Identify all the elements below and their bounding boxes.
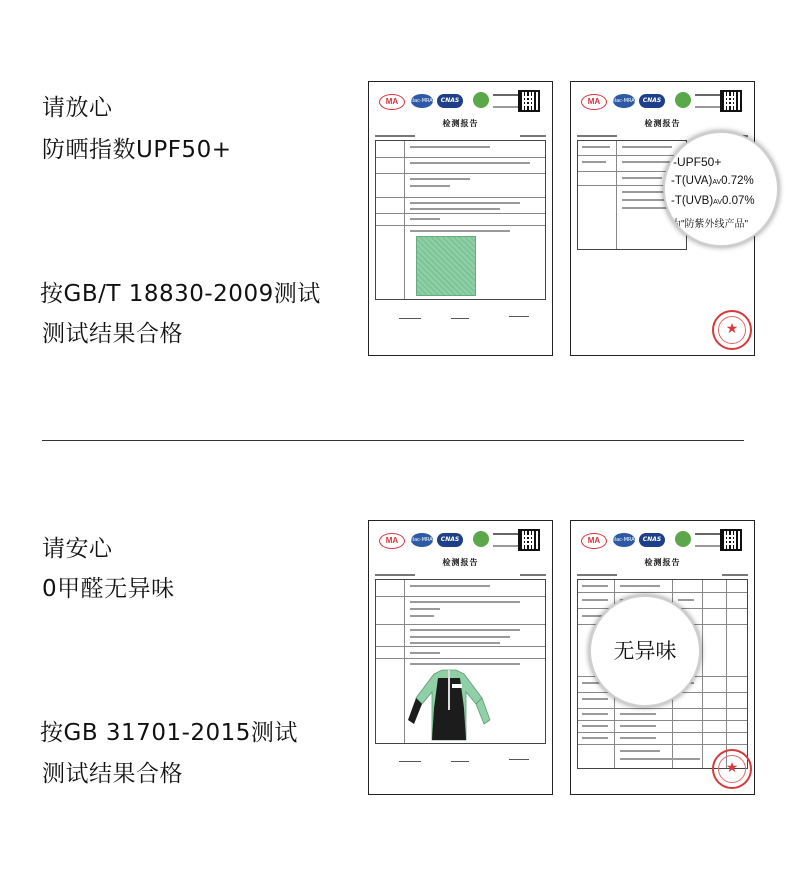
report-meta [375,132,546,140]
ilac-logo: ilac-MRA [613,94,635,108]
qr-code-icon [518,529,540,551]
report-header [577,529,748,555]
test-standard: 按GB 31701-2015测试 [40,720,298,746]
test-standard: 按GB/T 18830-2009测试 [40,281,321,307]
lab-seal-icon [675,92,691,108]
cnas-logo: CNAS [639,533,665,547]
report-table [375,140,546,300]
report-safety-page1 [368,520,553,795]
ilac-logo: ilac-MRA [613,533,635,547]
report-title: 检测报告 [442,558,479,567]
cnas-logo: CNAS [639,94,665,108]
report-header [375,90,546,116]
rash-guard-photo [404,668,494,742]
lab-seal-icon [675,531,691,547]
qr-code-icon [518,90,540,112]
ilac-logo: ilac-MRA [411,94,433,108]
lab-stamp-icon: ★ [712,749,752,789]
report-header [577,90,748,116]
ilac-logo: ilac-MRA [411,533,433,547]
report-header [375,529,546,555]
fabric-sample-photo [416,236,476,296]
qr-code-icon [720,529,742,551]
cnas-logo: CNAS [437,94,463,108]
cnas-logo: CNAS [437,533,463,547]
report-upf-page1 [368,81,553,356]
section-divider [42,440,744,441]
uvb-transmittance: -T(UVB)AV0.07% [671,195,755,207]
signature [509,751,529,760]
lab-stamp-icon: ★ [712,310,752,350]
lab-seal-icon [473,531,489,547]
headline-assure: 请安心 [42,536,113,562]
report-meta [577,571,748,579]
signature [451,753,469,762]
magnifier-odor-result [589,595,701,707]
headline-upf: 防晒指数UPF50+ [42,137,232,163]
uv-product-label: 为"防紫外线产品" [671,219,749,230]
qr-code-icon [720,90,742,112]
test-result: 测试结果合格 [42,761,183,787]
cma-logo: MA [379,94,405,110]
cma-logo: MA [581,94,607,110]
signature [451,310,469,319]
uva-transmittance: -T(UVA)AV0.72% [671,175,754,187]
report-title: 检测报告 [644,119,681,128]
report-title: 检测报告 [442,119,479,128]
headline-formaldehyde: 0甲醛无异味 [42,576,175,602]
upf-value: -UPF50+ [673,155,722,169]
signature [509,308,529,317]
signature [399,310,421,319]
report-meta [375,571,546,579]
no-odor-label: 无异味 [613,639,677,663]
report-table [375,579,546,744]
test-result: 测试结果合格 [42,321,183,347]
signature [399,753,421,762]
cma-logo: MA [581,533,607,549]
report-title: 检测报告 [644,558,681,567]
cma-logo: MA [379,533,405,549]
lab-seal-icon [473,92,489,108]
magnifier-upf-result [663,131,779,247]
headline-reassure: 请放心 [42,95,113,121]
